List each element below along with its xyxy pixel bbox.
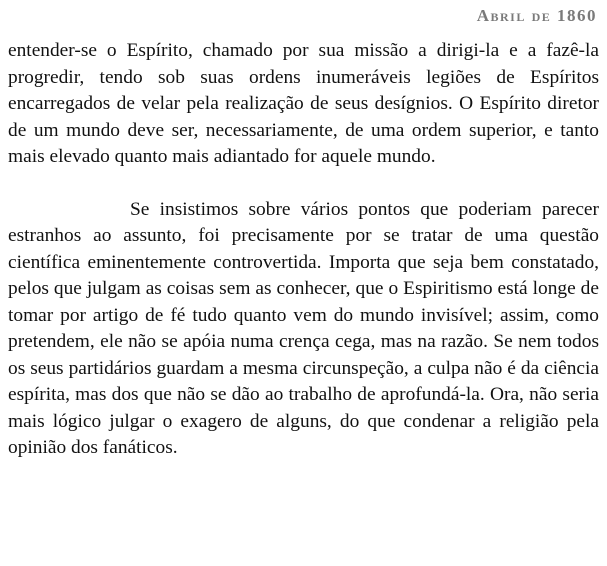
paragraph-continuation: entender-se o Espírito, chamado por sua missão a dirigi-la e a fazê-la progredir, tendo sob suas ordens inumeráveis legiões de Espíritos encarregados de velar pela realização de seus desígnios. O Espírito diretor de um mundo deve ser, necessariamente, de uma ordem superior, e tanto mais elevado quanto mais adiantado for aquele mundo. [8,40,599,167]
body-text [8,38,599,462]
paragraph-indented: Se insistimos sobre vários pontos que poderiam parecer estranhos ao assunto, foi precisamente por se tratar de uma questão científica eminentemente controvertida. Importa que seja bem constatado, pelos que julgam as coisas sem as conhecer, que o Espiritismo está longe de tomar por artigo de fé tudo quanto vem do mundo invisível; assim, como pretendem, ele não se apóia numa crença cega, mas na razão. Se nem todos os seus partidários guardam a mesma circunspeção, a culpa não é da ciência espírita, mas dos que não se dão ao trabalho de aprofundá-la. Ora, não seria mais lógico julgar o exagero de alguns, do que condenar a religião pela opinião dos fanáticos. [8,198,599,458]
running-header: Abril de 1860 [476,6,597,25]
